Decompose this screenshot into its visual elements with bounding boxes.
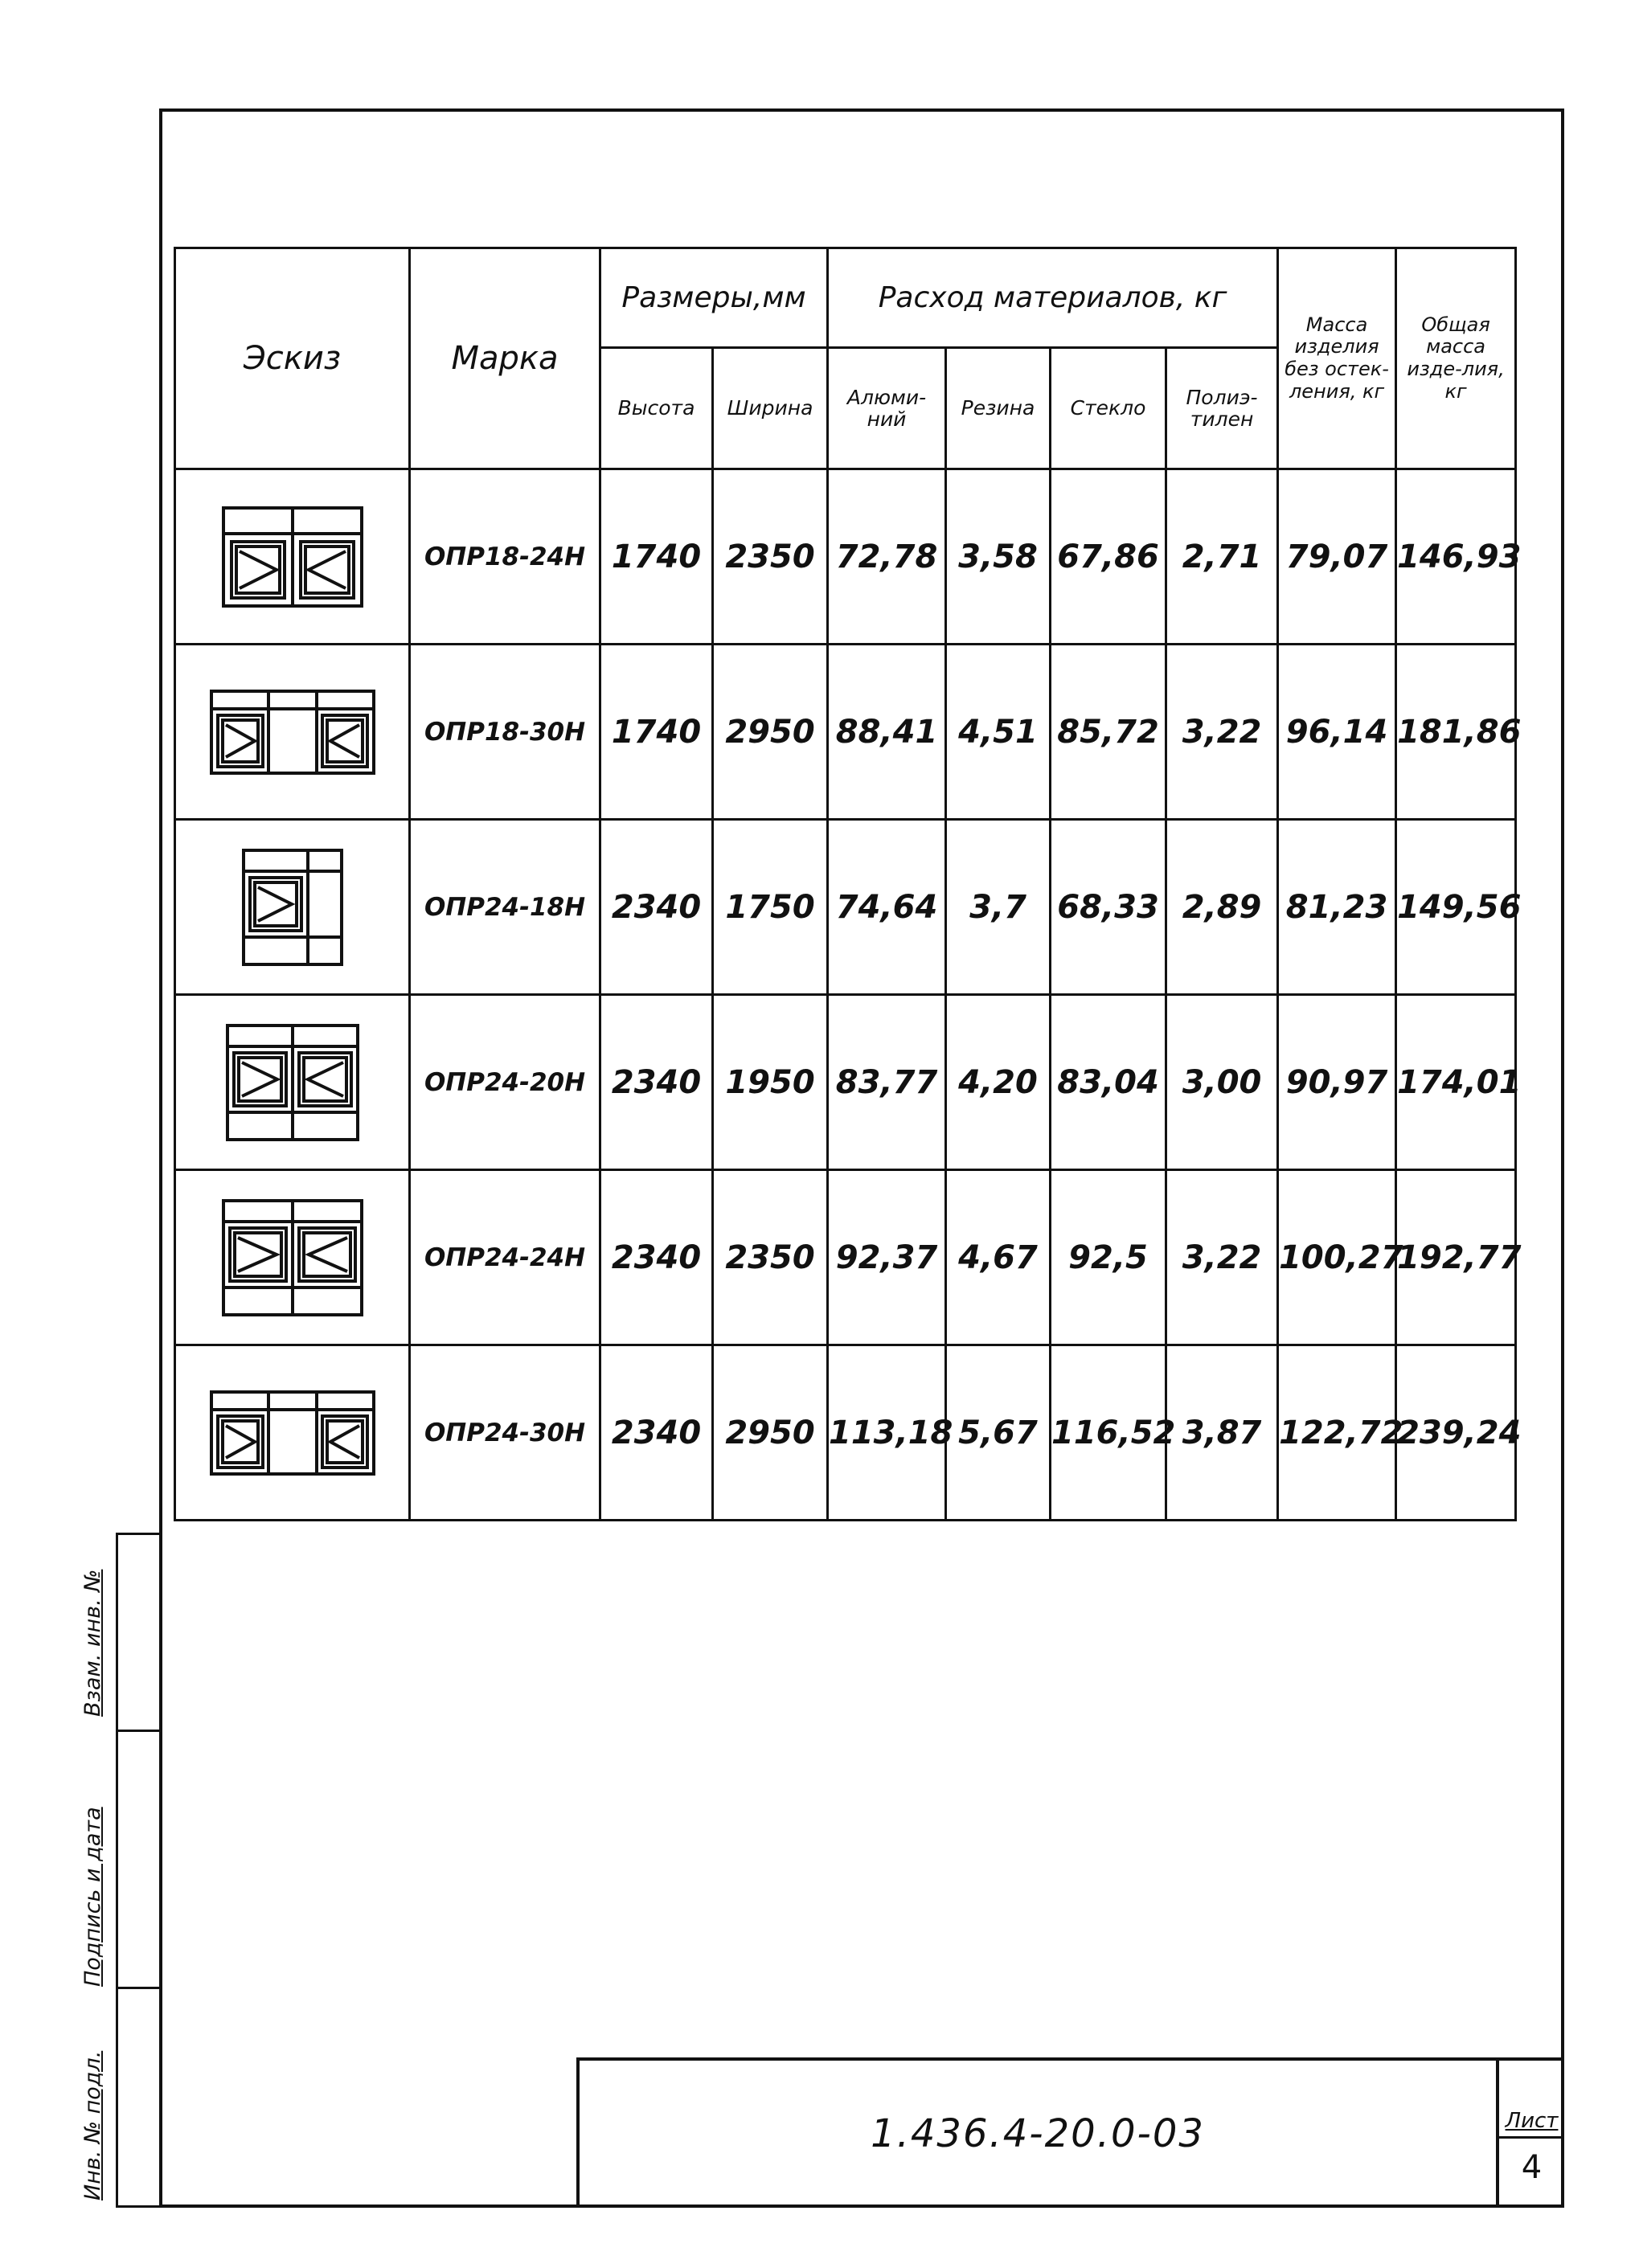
side-stamp [116, 1533, 159, 2208]
mass-no-glass-cell: 100,27 [1278, 1170, 1396, 1345]
width-cell: 2350 [713, 1170, 828, 1345]
mark-cell: ОПР24-30Н [410, 1345, 600, 1521]
table-row [175, 820, 1516, 995]
aluminium-cell: 88,41 [828, 645, 946, 820]
glass-cell: 83,04 [1051, 995, 1166, 1170]
sketch-cell [175, 645, 410, 820]
height-cell: 2340 [600, 820, 713, 995]
header-aluminium: Алюми-ний [828, 348, 946, 469]
rubber-cell: 3,58 [946, 469, 1051, 645]
mass-no-glass-cell: 122,72 [1278, 1345, 1396, 1521]
mark-cell: ОПР24-20Н [410, 995, 600, 1170]
sketch-cell [175, 995, 410, 1170]
table-row [175, 645, 1516, 820]
header-materials: Расход материалов, кг [828, 248, 1278, 348]
width-cell: 1950 [713, 995, 828, 1170]
mass-no-glass-cell: 81,23 [1278, 820, 1396, 995]
title-block [576, 2057, 1564, 2208]
sketch-cell [175, 820, 410, 995]
mark-cell: ОПР24-24Н [410, 1170, 600, 1345]
height-cell: 2340 [600, 1345, 713, 1521]
mark-cell: ОПР24-18Н [410, 820, 600, 995]
aluminium-cell: 74,64 [828, 820, 946, 995]
side-stamp-cell [118, 1989, 159, 2208]
polyethylene-cell: 2,71 [1166, 469, 1278, 645]
aluminium-cell: 92,37 [828, 1170, 946, 1345]
side-stamp-labels [80, 1513, 105, 2207]
window-sketch-2x3-double-icon [224, 1022, 361, 1143]
side-stamp-cell [118, 1732, 159, 1989]
specification-table [174, 247, 1522, 1521]
mass-no-glass-cell: 79,07 [1278, 469, 1396, 645]
width-cell: 2950 [713, 1345, 828, 1521]
aluminium-cell: 83,77 [828, 995, 946, 1170]
window-sketch-3-panel-icon [208, 688, 377, 776]
table-row [175, 1170, 1516, 1345]
glass-cell: 67,86 [1051, 469, 1166, 645]
polyethylene-cell: 3,00 [1166, 995, 1278, 1170]
width-cell: 2350 [713, 469, 828, 645]
table-row [175, 995, 1516, 1170]
total-mass-cell: 239,24 [1396, 1345, 1516, 1521]
header-glass: Стекло [1051, 348, 1166, 469]
total-mass-cell: 149,56 [1396, 820, 1516, 995]
rubber-cell: 4,51 [946, 645, 1051, 820]
mass-no-glass-cell: 90,97 [1278, 995, 1396, 1170]
header-polyethylene: Полиэ-тилен [1166, 348, 1278, 469]
mass-no-glass-cell: 96,14 [1278, 645, 1396, 820]
rubber-cell: 3,7 [946, 820, 1051, 995]
glass-cell: 68,33 [1051, 820, 1166, 995]
window-sketch-2x3-icon [240, 847, 345, 968]
glass-cell: 85,72 [1051, 645, 1166, 820]
mark-cell: ОПР18-24Н [410, 469, 600, 645]
height-cell: 1740 [600, 645, 713, 820]
header-rubber: Резина [946, 348, 1051, 469]
total-mass-cell: 181,86 [1396, 645, 1516, 820]
header-width: Ширина [713, 348, 828, 469]
rubber-cell: 4,67 [946, 1170, 1051, 1345]
total-mass-cell: 174,01 [1396, 995, 1516, 1170]
height-cell: 1740 [600, 469, 713, 645]
sketch-cell [175, 1345, 410, 1521]
rubber-cell: 5,67 [946, 1345, 1051, 1521]
side-label-inv-number: Инв. № подл. [80, 2050, 105, 2200]
sheet-box [1496, 2061, 1564, 2208]
height-cell: 2340 [600, 995, 713, 1170]
sheet-number: 4 [1521, 2149, 1543, 2186]
rubber-cell: 4,20 [946, 995, 1051, 1170]
header-total-mass: Общая масса изде-лия, кг [1396, 248, 1516, 469]
window-sketch-3-panel-icon [208, 1389, 377, 1477]
glass-cell: 116,52 [1051, 1345, 1166, 1521]
sheet-label: Лист [1499, 2109, 1564, 2139]
glass-cell: 92,5 [1051, 1170, 1166, 1345]
width-cell: 2950 [713, 645, 828, 820]
height-cell: 2340 [600, 1170, 713, 1345]
total-mass-cell: 146,93 [1396, 469, 1516, 645]
width-cell: 1750 [713, 820, 828, 995]
sketch-cell [175, 1170, 410, 1345]
header-height: Высота [600, 348, 713, 469]
header-dimensions: Размеры,мм [600, 248, 828, 348]
header-sketch: Эскиз [175, 248, 410, 469]
window-sketch-2-panel-icon [220, 505, 365, 609]
document-code: 1.436.4-20.0-03 [871, 2111, 1205, 2156]
polyethylene-cell: 3,22 [1166, 1170, 1278, 1345]
aluminium-cell: 113,18 [828, 1345, 946, 1521]
polyethylene-cell: 3,87 [1166, 1345, 1278, 1521]
header-mark: Марка [410, 248, 600, 469]
side-stamp-cell [118, 1535, 159, 1732]
polyethylene-cell: 2,89 [1166, 820, 1278, 995]
sketch-cell [175, 469, 410, 645]
mark-cell: ОПР18-30Н [410, 645, 600, 820]
side-label-replacement-inv: Взам. инв. № [80, 1569, 105, 1717]
table-row [175, 469, 1516, 645]
window-sketch-2x3-double-icon [220, 1197, 365, 1318]
table-row [175, 1345, 1516, 1521]
header-mass-no-glass: Масса изделия без остек-ления, кг [1278, 248, 1396, 469]
side-label-signature-date: Подпись и дата [80, 1807, 105, 1987]
polyethylene-cell: 3,22 [1166, 645, 1278, 820]
aluminium-cell: 72,78 [828, 469, 946, 645]
total-mass-cell: 192,77 [1396, 1170, 1516, 1345]
